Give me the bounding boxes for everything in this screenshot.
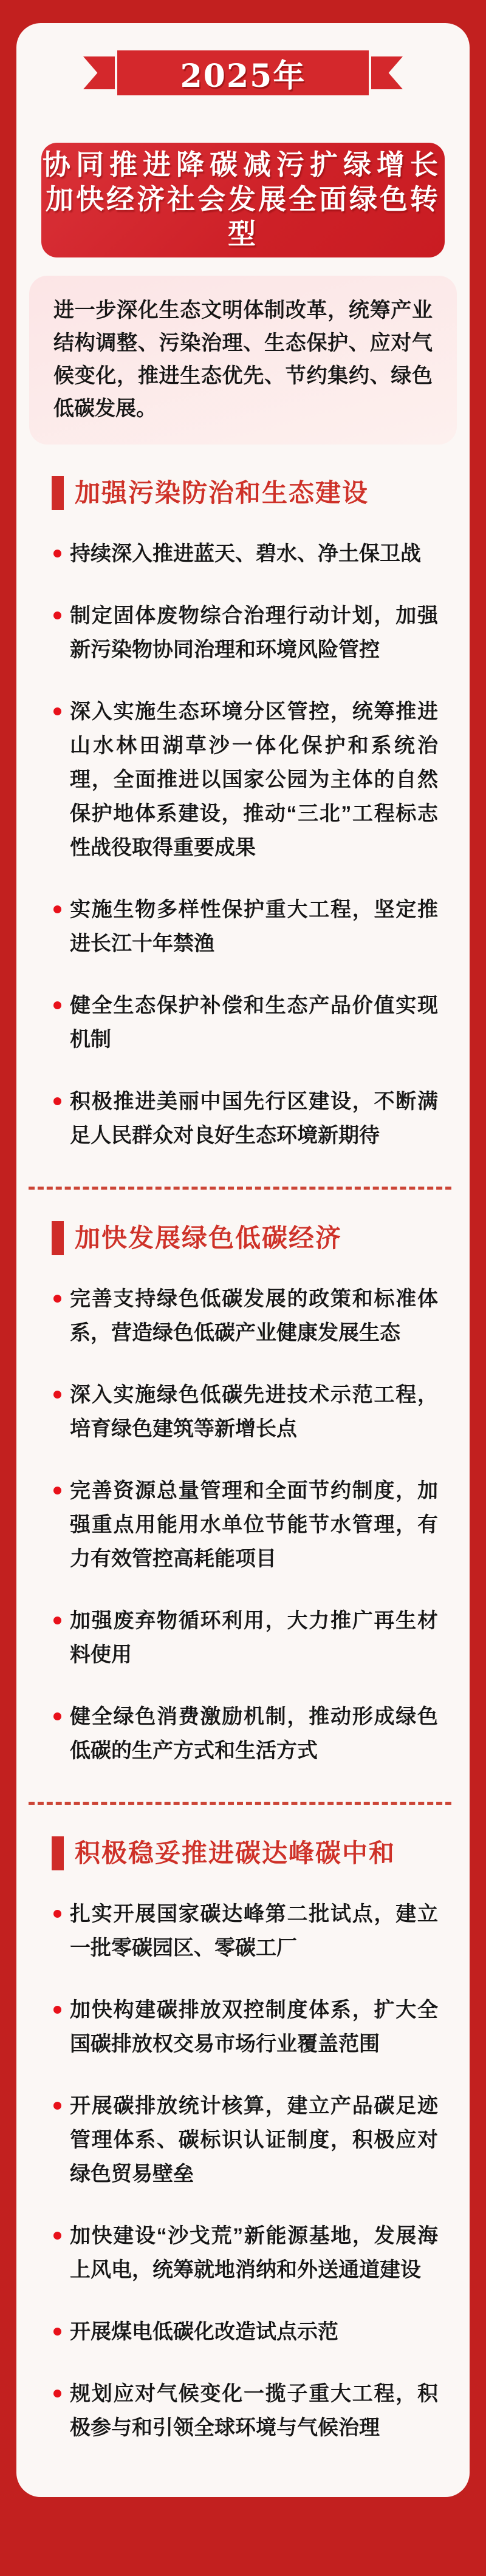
section-header [52,476,438,510]
section-marker-icon [52,1836,64,1870]
bullet-item: 健全绿色消费激励机制，推动形成绿色低碳的生产方式和生活方式 [52,1700,438,1768]
section-title: 加强污染防治和生态建设 [75,479,369,507]
bullet-item: 开展煤电低碳化改造试点示范 [52,2315,438,2349]
intro-paragraph: 进一步深化生态文明体制改革，统筹产业结构调整、污染治理、生态保护、应对气候变化，推进生态优先、节约集约、绿色低碳发展。 [29,276,457,445]
content-card [16,23,470,2497]
bullet-list [52,1282,438,1768]
bullet-item: 规划应对气候变化一揽子重大工程，积极参与和引领全球环境与气候治理 [52,2377,438,2445]
ribbon-tail-right-icon [371,56,403,89]
section-header [52,1836,438,1870]
ribbon-tail-left-icon [83,56,115,89]
bullet-item: 完善资源总量管理和全面节约制度，加强重点用能用水单位节能节水管理，有力有效管控高耗能项目 [52,1474,438,1576]
section-title: 积极稳妥推进碳达峰碳中和 [75,1839,396,1867]
bullet-item: 加强废弃物循环利用，大力推广再生材料使用 [52,1604,438,1672]
section-header [52,1221,438,1255]
bullet-item: 实施生物多样性保护重大工程，坚定推进长江十年禁渔 [52,893,438,961]
page-title [41,143,445,257]
section-marker-icon [52,1221,64,1255]
bullet-item: 扎实开展国家碳达峰第二批试点，建立一批零碳园区、零碳工厂 [52,1897,438,1965]
bullet-item: 深入实施绿色低碳先进技术示范工程，培育绿色建筑等新增长点 [52,1378,438,1446]
section [16,1221,470,1768]
bullet-item: 加快构建碳排放双控制度体系，扩大全国碳排放权交易市场行业覆盖范围 [52,1993,438,2061]
year-label: 2025年 [180,57,306,95]
title-line-1: 协同推进降碳减污扩绿增长 [43,149,443,180]
bullet-item: 制定固体废物综合治理行动计划，加强新污染物协同治理和环境风险管控 [52,599,438,667]
bullet-list [52,537,438,1153]
ribbon-band [117,50,369,95]
bullet-item: 深入实施生态环境分区管控，统筹推进山水林田湖草沙一体化保护和系统治理，全面推进以国家公园为主体的自然保护地体系建设，推动“三北”工程标志性战役取得重要成果 [52,695,438,865]
bullet-item: 完善支持绿色低碳发展的政策和标准体系，营造绿色低碳产业健康发展生态 [52,1282,438,1350]
bullet-item: 持续深入推进蓝天、碧水、净土保卫战 [52,537,438,571]
sections-container [16,476,470,2445]
section [16,476,470,1153]
title-line-2: 加快经济社会发展全面绿色转型 [46,183,440,250]
bullet-list [52,1897,438,2445]
section [16,1836,470,2445]
section-divider [29,1187,451,1190]
bullet-item: 积极推进美丽中国先行区建设，不断满足人民群众对良好生态环境新期待 [52,1085,438,1153]
section-title: 加快发展绿色低碳经济 [75,1224,343,1252]
bullet-item: 健全生态保护补偿和生态产品价值实现机制 [52,989,438,1057]
section-marker-icon [52,476,64,510]
bullet-item: 加快建设“沙戈荒”新能源基地，发展海上风电，统筹就地消纳和外送通道建设 [52,2219,438,2287]
bullet-item: 开展碳排放统计核算，建立产品碳足迹管理体系、碳标识认证制度，积极应对绿色贸易壁垒 [52,2089,438,2191]
year-ribbon [16,50,470,95]
section-divider [29,1802,451,1805]
